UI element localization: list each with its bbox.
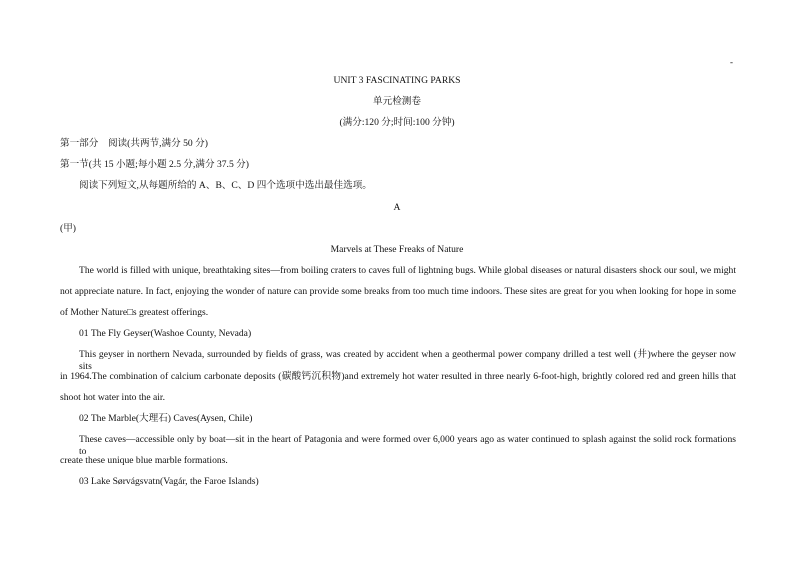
test-subtitle: 单元检测卷 [373, 96, 421, 107]
site-heading-01: 01 The Fly Geyser(Washoe County, Nevada) [79, 328, 252, 339]
unit-title: UNIT 3 FASCINATING PARKS [333, 75, 461, 86]
site-01-line-3: shoot hot water into the air. [60, 392, 165, 403]
site-heading-02: 02 The Marble(大理石) Caves(Aysen, Chile) [79, 413, 253, 424]
passage-note: (甲) [60, 223, 76, 234]
part-one-heading: 第一部分 阅读(共两节,满分 50 分) [60, 138, 208, 149]
site-01-line-1: This geyser in northern Nevada, surrounded by fields of grass, was created by accident when a geothermal power company drilled a test well (井)where the geyser now sits [79, 349, 736, 372]
site-02-line-1: These caves—accessible only by boat—sit in the heart of Patagonia and were formed over 6,000 years ago as water continued to splash against the solid rock formations to [79, 434, 736, 457]
intro-line-1: The world is filled with unique, breathtaking sites—from boiling craters to caves full of lightning bugs. While global diseases or natural disasters shock our soul, we might [79, 265, 736, 276]
site-heading-03: 03 Lake Sørvágsvatn(Vagár, the Faroe Islands) [79, 476, 259, 487]
instruction-text: 阅读下列短文,从每题所给的 A、B、C、D 四个选项中选出最佳选项。 [79, 180, 372, 191]
section-one-heading: 第一节(共 15 小题;每小题 2.5 分,满分 37.5 分) [60, 159, 249, 170]
score-info: (满分:120 分;时间:100 分钟) [339, 117, 455, 128]
passage-title: Marvels at These Freaks of Nature [330, 244, 464, 255]
passage-letter: A [393, 202, 401, 213]
site-01-line-2: in 1964.The combination of calcium carbonate deposits (碳酸钙沉积物)and extremely hot water resulted in three nearly 6-foot-high, brightly colored red and green hills that [60, 371, 736, 382]
header-mark: - [730, 57, 733, 67]
site-02-line-2: create these unique blue marble formations. [60, 455, 228, 466]
intro-line-2: not appreciate nature. In fact, enjoying the wonder of nature can provide some breaks from too much time indoors. These sites are great for you when looking for hope in some [60, 286, 736, 297]
intro-line-3: of Mother Nature□s greatest offerings. [60, 307, 209, 318]
